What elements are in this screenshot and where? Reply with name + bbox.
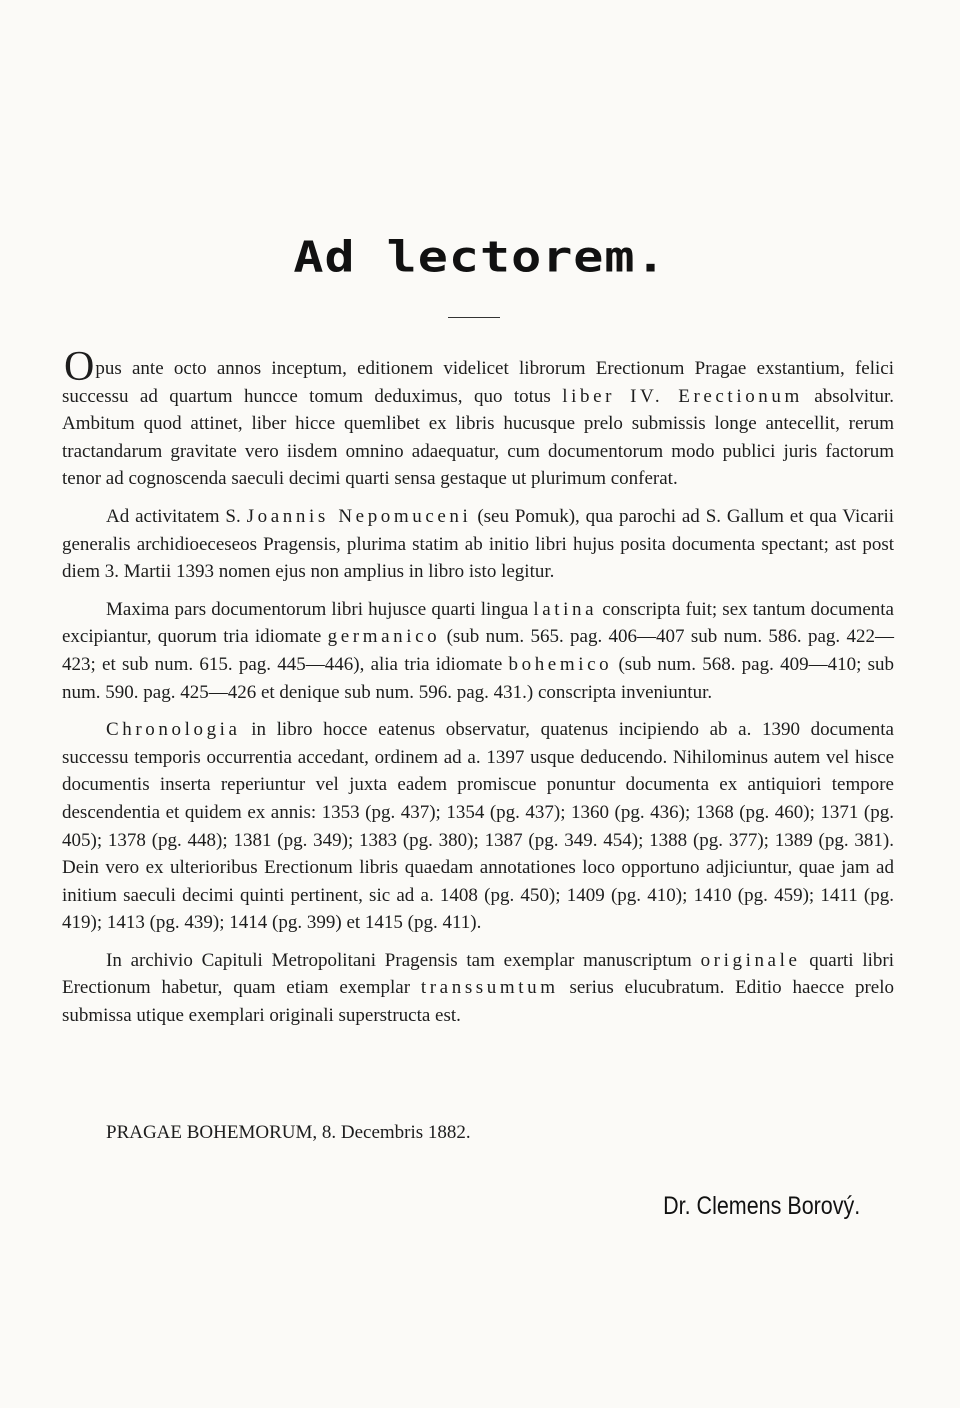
p3-spaced-3: bohemico xyxy=(508,653,613,675)
drop-cap: O xyxy=(64,344,95,390)
p5-spaced-2: transsumtum xyxy=(420,977,559,999)
p5-text-3: serius elucubratum. Editio haecce prelo submissa utique exemplari originali superstructa est. xyxy=(62,977,894,1027)
p3-spaced-1: latina xyxy=(533,598,598,620)
p3-text-4: (sub num. 568. pag. 409—410; sub num. 590. pag. 425—426 et denique sub num. 596. pag. 431.) conscripta inveniuntur. xyxy=(62,653,894,703)
place-and-date: PRAGAE BOHEMORUM, 8. Decembris 1882. xyxy=(106,1122,471,1143)
p2-text-1: Ad activitatem S. xyxy=(106,505,247,527)
paragraph-1 xyxy=(62,344,894,493)
p3-spaced-2: germanico xyxy=(327,626,441,648)
p1-text-2: absolvitur. Ambitum quod attinet, liber hicce quemlibet ex libris hucusque prelo submissis longe antecellit, rerum tractandarum gravitate vero iisdem omnino adaequatur, cum documentorum modo publici juris factorum tenor ad cognoscenda saeculi decimi quarti sensa gestaque ut plurimum conferat. xyxy=(62,385,894,490)
paragraph-2 xyxy=(62,503,894,586)
paragraph-3 xyxy=(62,596,894,706)
p2-text-2: (seu Pomuk), qua parochi ad S. Gallum et qua Vicarii generalis archidioeceseos Pragensis, plurima statim ab initio libri hujus posita documenta spectant; ast post diem 3. Martii 1393 nomen ejus non amplius in libro isto legitur. xyxy=(62,505,894,583)
paragraph-5 xyxy=(62,947,894,1030)
paragraph-4 xyxy=(62,716,894,937)
p1-text-1: pus ante octo annos inceptum, editionem videlicet librorum Erectionum Pragae exstantium, felici successu ad quartum huncce tomum deduximus, quo totus xyxy=(62,358,894,407)
p5-spaced-1: originale xyxy=(700,949,801,971)
title-divider xyxy=(448,317,500,318)
page-title: Ad lectorem. xyxy=(293,232,667,282)
p5-text-2: quarti libri Erectionum habetur, quam etiam exemplar xyxy=(62,949,894,999)
p1-spaced-1: liber IV. Erectionum xyxy=(562,385,803,407)
p2-spaced-1: Joannis Nepomuceni xyxy=(246,505,472,527)
p5-text-1: In archivio Capituli Metropolitani Pragensis tam exemplar manuscriptum xyxy=(106,949,701,971)
author-signature: Dr. Clemens Borový. xyxy=(662,1192,860,1220)
p4-text-1: in libro hocce eatenus observatur, quatenus incipiendo ab a. 1390 documenta successu temporis occurrentia accedant, ordinem ad a. 1397 usque deducendo. Nihilominus autem vel hisce documentis inserta reperiuntur vel juxta eadem promiscue ponuntur documenta ex antiquiori tempore descendentia et quidem ex annis: 1353 (pg. 437); 1354 (pg. 437); 1360 (pg. 436); 1368 (pg. 460); 1371 (pg. 405); 1378 (pg. 448); 1381 (pg. 349); 1383 (pg. 380); 1387 (pg. 349. 454); 1388 (pg. 377); 1389 (pg. 381). Dein vero ex ulterioribus Erectionum libris quaedam annotationes loco opportuno adjiciuntur, quae jam ad initium saeculi decimi quinti pertinent, sic ad a. 1408 (pg. 450); 1409 (pg. 410); 1410 (pg. 459); 1411 (pg. 419); 1413 (pg. 439); 1414 (pg. 399) et 1415 (pg. 411). xyxy=(62,719,894,934)
p4-spaced-1: Chronologia xyxy=(106,719,241,741)
preface-body xyxy=(62,344,895,1040)
p3-text-3: (sub num. 565. pag. 406—407 sub num. 586. pag. 422—423; et sub num. 615. pag. 445—446), alia tria idiomate xyxy=(62,626,895,675)
p3-text-1: Maxima pars documentorum libri hujusce quarti lingua xyxy=(106,598,534,620)
p3-text-2: conscripta fuit; sex tantum documenta excipiantur, quorum tria idiomate xyxy=(62,598,894,648)
